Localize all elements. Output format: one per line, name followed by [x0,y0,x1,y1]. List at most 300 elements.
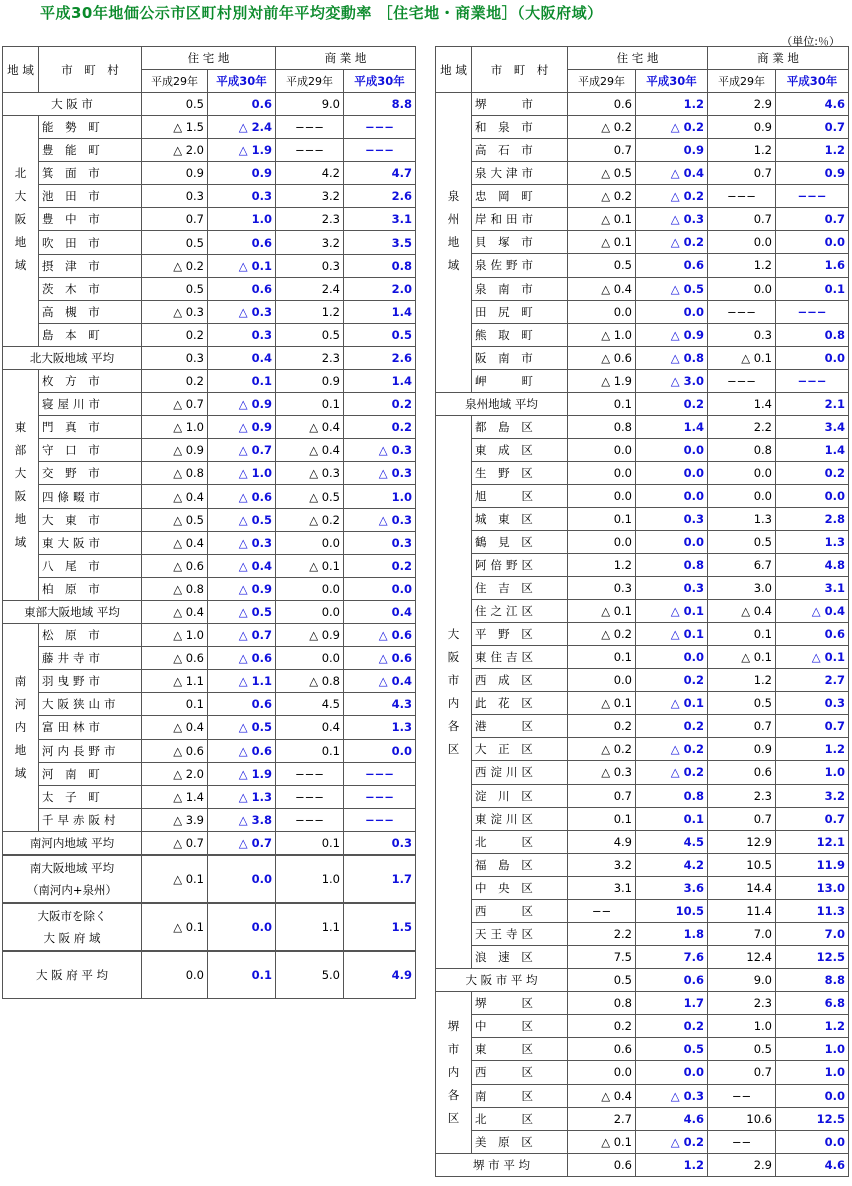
table-row [436,485,849,508]
res-h29-value: 0.2 [568,715,636,738]
com-h29-value: 2.4 [276,277,344,300]
table-row [436,508,849,531]
municipality-name: 浪 速 区 [472,945,568,968]
municipality-name: 羽曳野市 [39,670,142,693]
res-h30-value: 0.0 [636,1061,708,1084]
table-row [3,808,416,831]
com-h29-value: 2.3 [708,992,776,1015]
table-row [3,485,416,508]
res-h29-value: 0.6 [568,1038,636,1061]
region-label: 堺 市 内 各 区 [436,992,472,1154]
municipality-name: 住之江区 [472,600,568,623]
header-res-h30: 平成30年 [208,70,276,93]
res-h30-value: △ 1.1 [208,670,276,693]
com-h30-value: 11.3 [776,899,849,922]
com-h29-value: 0.0 [708,231,776,254]
res-h30-value: 0.5 [636,1038,708,1061]
com-h30-value: 0.0 [776,485,849,508]
com-h29-value: 0.9 [708,738,776,761]
res-h29-value: △ 0.1 [568,231,636,254]
municipality-name: 北 区 [472,830,568,853]
header-municipality: 市 町 村 [39,47,142,93]
res-h30-value: △ 1.3 [208,785,276,808]
summary-name: 大 阪 市 [3,93,142,116]
res-h30-value: 0.2 [636,715,708,738]
table-row [436,208,849,231]
com-h29-value: 1.3 [708,508,776,531]
municipality-name: 平 野 区 [472,623,568,646]
header-commercial: 商 業 地 [708,47,849,70]
com-h29-value: △ 0.4 [276,439,344,462]
table-row [3,577,416,600]
summary-row [3,347,416,370]
header-com-h29: 平成29年 [276,70,344,93]
res-h29-value: △ 0.5 [142,508,208,531]
com-h29-value: 0.7 [708,1061,776,1084]
municipality-name: 東大阪市 [39,531,142,554]
table-row [436,323,849,346]
res-h30-value: 0.1 [208,370,276,393]
municipality-name: 寝屋川市 [39,393,142,416]
res-h30-value: 0.6 [208,693,276,716]
res-h30-value: 0.0 [636,300,708,323]
res-h29-value: 0.0 [142,951,208,999]
res-h30-value: △ 0.9 [208,416,276,439]
municipality-name: 箕 面 市 [39,162,142,185]
com-h29-value: 12.4 [708,945,776,968]
com-h29-value: 0.0 [708,277,776,300]
table-row [436,1038,849,1061]
res-h30-value: 1.4 [636,416,708,439]
com-h30-value: 0.7 [776,116,849,139]
com-h30-value: 7.0 [776,922,849,945]
municipality-name: 太 子 町 [39,785,142,808]
municipality-name: 生 野 区 [472,462,568,485]
table-row [436,531,849,554]
com-h29-value: 2.2 [708,416,776,439]
summary-row [3,855,416,903]
header-commercial: 商 業 地 [276,47,416,70]
table-row [436,692,849,715]
res-h29-value: 0.6 [568,93,636,116]
res-h29-value: 0.5 [142,93,208,116]
res-h30-value: △ 0.9 [208,393,276,416]
com-h29-value: △ 0.1 [708,646,776,669]
res-h30-value: △ 0.3 [636,1084,708,1107]
res-h30-value: △ 0.6 [208,485,276,508]
summary-name: 南河内地域 平均 [3,832,142,855]
table-row [3,277,416,300]
municipality-name: 東淀川区 [472,807,568,830]
com-h29-value: 0.0 [276,531,344,554]
municipality-name: 忠 岡 町 [472,185,568,208]
res-h29-value: 0.8 [568,416,636,439]
com-h29-value: 2.9 [708,93,776,116]
res-h29-value: △ 0.3 [568,761,636,784]
res-h30-value: △ 0.3 [208,531,276,554]
table-row [3,300,416,323]
com-h29-value: 9.0 [276,93,344,116]
res-h30-value: △ 0.2 [636,1130,708,1153]
table-row [3,439,416,462]
res-h29-value: 0.0 [568,531,636,554]
com-h30-value: −−− [344,139,416,162]
com-h30-value: 0.2 [344,416,416,439]
res-h29-value: △ 0.6 [142,554,208,577]
municipality-name: 港 区 [472,715,568,738]
res-h29-value: △ 0.6 [568,346,636,369]
table-row [436,715,849,738]
com-h29-value: 0.0 [708,462,776,485]
com-h29-value: −−− [276,808,344,831]
com-h30-value: 8.8 [776,969,849,992]
municipality-name: 千早赤阪村 [39,808,142,831]
summary-name: 大阪市を除く 大 阪 府 域 [3,903,142,951]
com-h29-value: 0.1 [276,393,344,416]
res-h30-value: 0.0 [636,485,708,508]
table-row [436,992,849,1015]
table-row [436,554,849,577]
table-row [3,554,416,577]
page-title: 平成30年地価公示市区町村別対前年平均変動率 ［住宅地・商業地］（大阪府域） [40,4,603,22]
com-h29-value: 3.0 [708,577,776,600]
com-h30-value: 0.8 [344,254,416,277]
res-h30-value: 0.0 [208,855,276,903]
res-h29-value: △ 0.1 [142,903,208,951]
com-h29-value: 1.4 [708,393,776,416]
res-h29-value: 0.1 [568,508,636,531]
com-h29-value: 1.2 [708,254,776,277]
municipality-name: 城 東 区 [472,508,568,531]
res-h29-value: △ 0.2 [568,738,636,761]
com-h29-value: 0.9 [708,116,776,139]
municipality-name: 田 尻 町 [472,300,568,323]
com-h30-value: 0.4 [344,601,416,624]
res-h29-value: △ 0.7 [142,832,208,855]
table-row [436,1084,849,1107]
com-h30-value: 1.7 [344,855,416,903]
header-res-h29: 平成29年 [142,70,208,93]
municipality-name: 中 央 区 [472,876,568,899]
res-h30-value: 0.8 [636,554,708,577]
res-h30-value: △ 0.2 [636,116,708,139]
table-row [3,416,416,439]
table-row [436,1130,849,1153]
com-h29-value: 0.0 [276,577,344,600]
com-h30-value: △ 0.6 [344,647,416,670]
table-row [436,577,849,600]
com-h29-value: 0.7 [708,162,776,185]
res-h29-value: 0.2 [568,1015,636,1038]
res-h30-value: 0.9 [636,139,708,162]
com-h29-value: 9.0 [708,969,776,992]
municipality-name: 大 正 区 [472,738,568,761]
res-h30-value: △ 0.7 [208,439,276,462]
com-h30-value: 0.6 [776,623,849,646]
com-h30-value: △ 0.3 [344,462,416,485]
res-h29-value: 3.2 [568,853,636,876]
com-h29-value: 3.2 [276,185,344,208]
res-h29-value: △ 1.0 [568,323,636,346]
summary-row [436,393,849,416]
municipality-name: 岬 町 [472,369,568,392]
com-h30-value: 3.4 [776,416,849,439]
header-region: 地 域 [436,47,472,93]
table-row [436,669,849,692]
res-h30-value: △ 0.5 [208,716,276,739]
municipality-name: 住 吉 区 [472,577,568,600]
res-h30-value: △ 0.5 [208,601,276,624]
res-h30-value: △ 0.2 [636,761,708,784]
com-h29-value: △ 0.2 [276,508,344,531]
com-h29-value: 12.9 [708,830,776,853]
table-row [3,139,416,162]
table-row [436,830,849,853]
com-h29-value: 0.6 [708,761,776,784]
table-row [436,807,849,830]
com-h30-value: 2.7 [776,669,849,692]
com-h30-value: 1.5 [344,903,416,951]
res-h29-value: 0.0 [568,485,636,508]
summary-name: 南大阪地域 平均 （南河内+泉州） [3,855,142,903]
header-region: 地 域 [3,47,39,93]
summary-name: 北大阪地域 平均 [3,347,142,370]
res-h30-value: △ 0.9 [636,323,708,346]
res-h30-value: 0.6 [208,93,276,116]
res-h29-value: 2.7 [568,1107,636,1130]
res-h29-value: △ 0.2 [568,116,636,139]
com-h30-value: −−− [776,185,849,208]
res-h30-value: 0.8 [636,784,708,807]
res-h30-value: △ 0.2 [636,231,708,254]
com-h29-value: −−− [276,116,344,139]
com-h29-value: △ 0.4 [708,600,776,623]
com-h30-value: 1.0 [776,1061,849,1084]
res-h29-value: 0.7 [568,139,636,162]
municipality-name: 西 成 区 [472,669,568,692]
com-h29-value: △ 0.8 [276,670,344,693]
res-h29-value: 0.2 [142,323,208,346]
com-h29-value: 0.1 [708,623,776,646]
res-h29-value: △ 0.1 [568,600,636,623]
summary-row [3,832,416,855]
res-h30-value: 0.3 [208,185,276,208]
res-h29-value: △ 1.1 [142,670,208,693]
municipality-name: 泉大津市 [472,162,568,185]
res-h29-value: △ 1.0 [142,416,208,439]
res-h29-value: △ 0.4 [568,1084,636,1107]
com-h29-value: 0.7 [708,715,776,738]
res-h30-value: △ 3.0 [636,369,708,392]
com-h30-value: 0.8 [776,323,849,346]
table-row [436,462,849,485]
res-h29-value: △ 0.4 [142,531,208,554]
com-h30-value: 3.5 [344,231,416,254]
res-h29-value: △ 1.5 [142,116,208,139]
res-h29-value: 0.3 [142,185,208,208]
com-h30-value: 0.7 [776,208,849,231]
com-h29-value: 10.6 [708,1107,776,1130]
com-h30-value: 1.0 [776,1038,849,1061]
com-h29-value: 0.5 [708,692,776,715]
com-h29-value: −− [708,1130,776,1153]
table-row [436,439,849,462]
com-h30-value: 1.0 [776,761,849,784]
res-h29-value: 0.0 [568,462,636,485]
com-h30-value: 0.2 [344,554,416,577]
table-row [3,323,416,346]
table-row [3,116,416,139]
municipality-name: 旭 区 [472,485,568,508]
com-h30-value: 2.6 [344,347,416,370]
com-h30-value: 4.6 [776,93,849,116]
res-h30-value: 1.8 [636,922,708,945]
res-h30-value: △ 0.4 [636,162,708,185]
table-row [436,1061,849,1084]
municipality-name: 西淀川区 [472,761,568,784]
com-h29-value: 1.2 [708,669,776,692]
res-h29-value: 0.0 [568,300,636,323]
header-municipality: 市 町 村 [472,47,568,93]
municipality-name: 堺 区 [472,992,568,1015]
res-h29-value: △ 0.4 [568,277,636,300]
res-h30-value: 0.6 [636,254,708,277]
res-h30-value: 0.9 [208,162,276,185]
com-h29-value: △ 0.5 [276,485,344,508]
com-h30-value: 2.0 [344,277,416,300]
com-h30-value: 4.6 [776,1154,849,1177]
res-h29-value: 3.1 [568,876,636,899]
res-h29-value: △ 0.9 [142,439,208,462]
com-h29-value: 10.5 [708,853,776,876]
table-row [3,693,416,716]
com-h30-value: 0.0 [776,231,849,254]
com-h30-value: 1.4 [344,370,416,393]
com-h30-value: −−− [776,300,849,323]
res-h29-value: 0.7 [568,784,636,807]
res-h29-value: 2.2 [568,922,636,945]
com-h29-value: 2.9 [708,1154,776,1177]
res-h30-value: 0.1 [636,807,708,830]
com-h30-value: 0.3 [344,531,416,554]
header-res-h30: 平成30年 [636,70,708,93]
com-h30-value: 12.5 [776,945,849,968]
com-h30-value: 0.0 [344,577,416,600]
header-res-h29: 平成29年 [568,70,636,93]
res-h29-value: △ 0.6 [142,739,208,762]
table-row [436,162,849,185]
com-h30-value: 0.5 [344,323,416,346]
com-h29-value: −−− [276,785,344,808]
res-h30-value: △ 0.1 [208,254,276,277]
res-h30-value: △ 0.3 [636,208,708,231]
table-row [436,646,849,669]
res-h30-value: 0.3 [636,508,708,531]
header-com-h29: 平成29年 [708,70,776,93]
com-h30-value: 0.0 [776,1130,849,1153]
com-h30-value: −−− [344,785,416,808]
res-h29-value: △ 1.4 [142,785,208,808]
com-h29-value: 0.4 [276,716,344,739]
com-h30-value: 1.4 [776,439,849,462]
res-h29-value: △ 0.7 [142,393,208,416]
com-h29-value: △ 0.9 [276,624,344,647]
res-h30-value: △ 1.0 [208,462,276,485]
municipality-name: 天王寺区 [472,922,568,945]
res-h29-value: △ 0.6 [142,647,208,670]
res-h30-value: 0.4 [208,347,276,370]
com-h29-value: 2.3 [708,784,776,807]
res-h29-value: 0.3 [142,347,208,370]
res-h29-value: 0.1 [568,646,636,669]
summary-name: 東部大阪地域 平均 [3,601,142,624]
com-h30-value: 2.8 [776,508,849,531]
header-residential: 住 宅 地 [568,47,708,70]
com-h30-value: 3.1 [344,208,416,231]
com-h29-value: 5.0 [276,951,344,999]
res-h29-value: 0.8 [568,992,636,1015]
municipality-name: 茨 木 市 [39,277,142,300]
com-h29-value: △ 0.1 [708,346,776,369]
res-h30-value: △ 0.5 [636,277,708,300]
res-h30-value: 7.6 [636,945,708,968]
table-row [3,508,416,531]
com-h30-value: △ 0.4 [776,600,849,623]
table-row [436,416,849,439]
table-row [3,716,416,739]
res-h30-value: △ 0.1 [636,692,708,715]
res-h30-value: 0.2 [636,1015,708,1038]
table-row [436,945,849,968]
municipality-name: 福 島 区 [472,853,568,876]
com-h30-value: −−− [776,369,849,392]
com-h29-value: −−− [708,185,776,208]
res-h30-value: △ 0.9 [208,577,276,600]
res-h29-value: 0.0 [568,669,636,692]
res-h30-value: △ 0.8 [636,346,708,369]
com-h30-value: 2.6 [344,185,416,208]
table-row [436,1015,849,1038]
table-row [3,531,416,554]
municipality-name: 泉佐野市 [472,254,568,277]
com-h29-value: 1.2 [708,139,776,162]
municipality-name: 富田林市 [39,716,142,739]
com-h30-value: △ 0.3 [344,508,416,531]
table-row [436,369,849,392]
municipality-name: 枚 方 市 [39,370,142,393]
municipality-name: 堺 市 [472,93,568,116]
res-h30-value: 0.0 [636,646,708,669]
table-row [436,922,849,945]
com-h29-value: 4.5 [276,693,344,716]
com-h29-value: 2.3 [276,208,344,231]
res-h30-value: 0.0 [636,531,708,554]
left-table [2,46,416,999]
res-h30-value: 1.0 [208,208,276,231]
table-row [436,277,849,300]
com-h29-value: −− [708,1084,776,1107]
com-h29-value: 0.8 [708,439,776,462]
summary-row [436,969,849,992]
municipality-name: 中 区 [472,1015,568,1038]
com-h30-value: 0.1 [776,277,849,300]
res-h30-value: △ 0.2 [636,738,708,761]
com-h29-value: 0.7 [708,807,776,830]
municipality-name: 都 島 区 [472,416,568,439]
table-row [3,785,416,808]
res-h29-value: 0.1 [142,693,208,716]
res-h30-value: △ 0.3 [208,300,276,323]
